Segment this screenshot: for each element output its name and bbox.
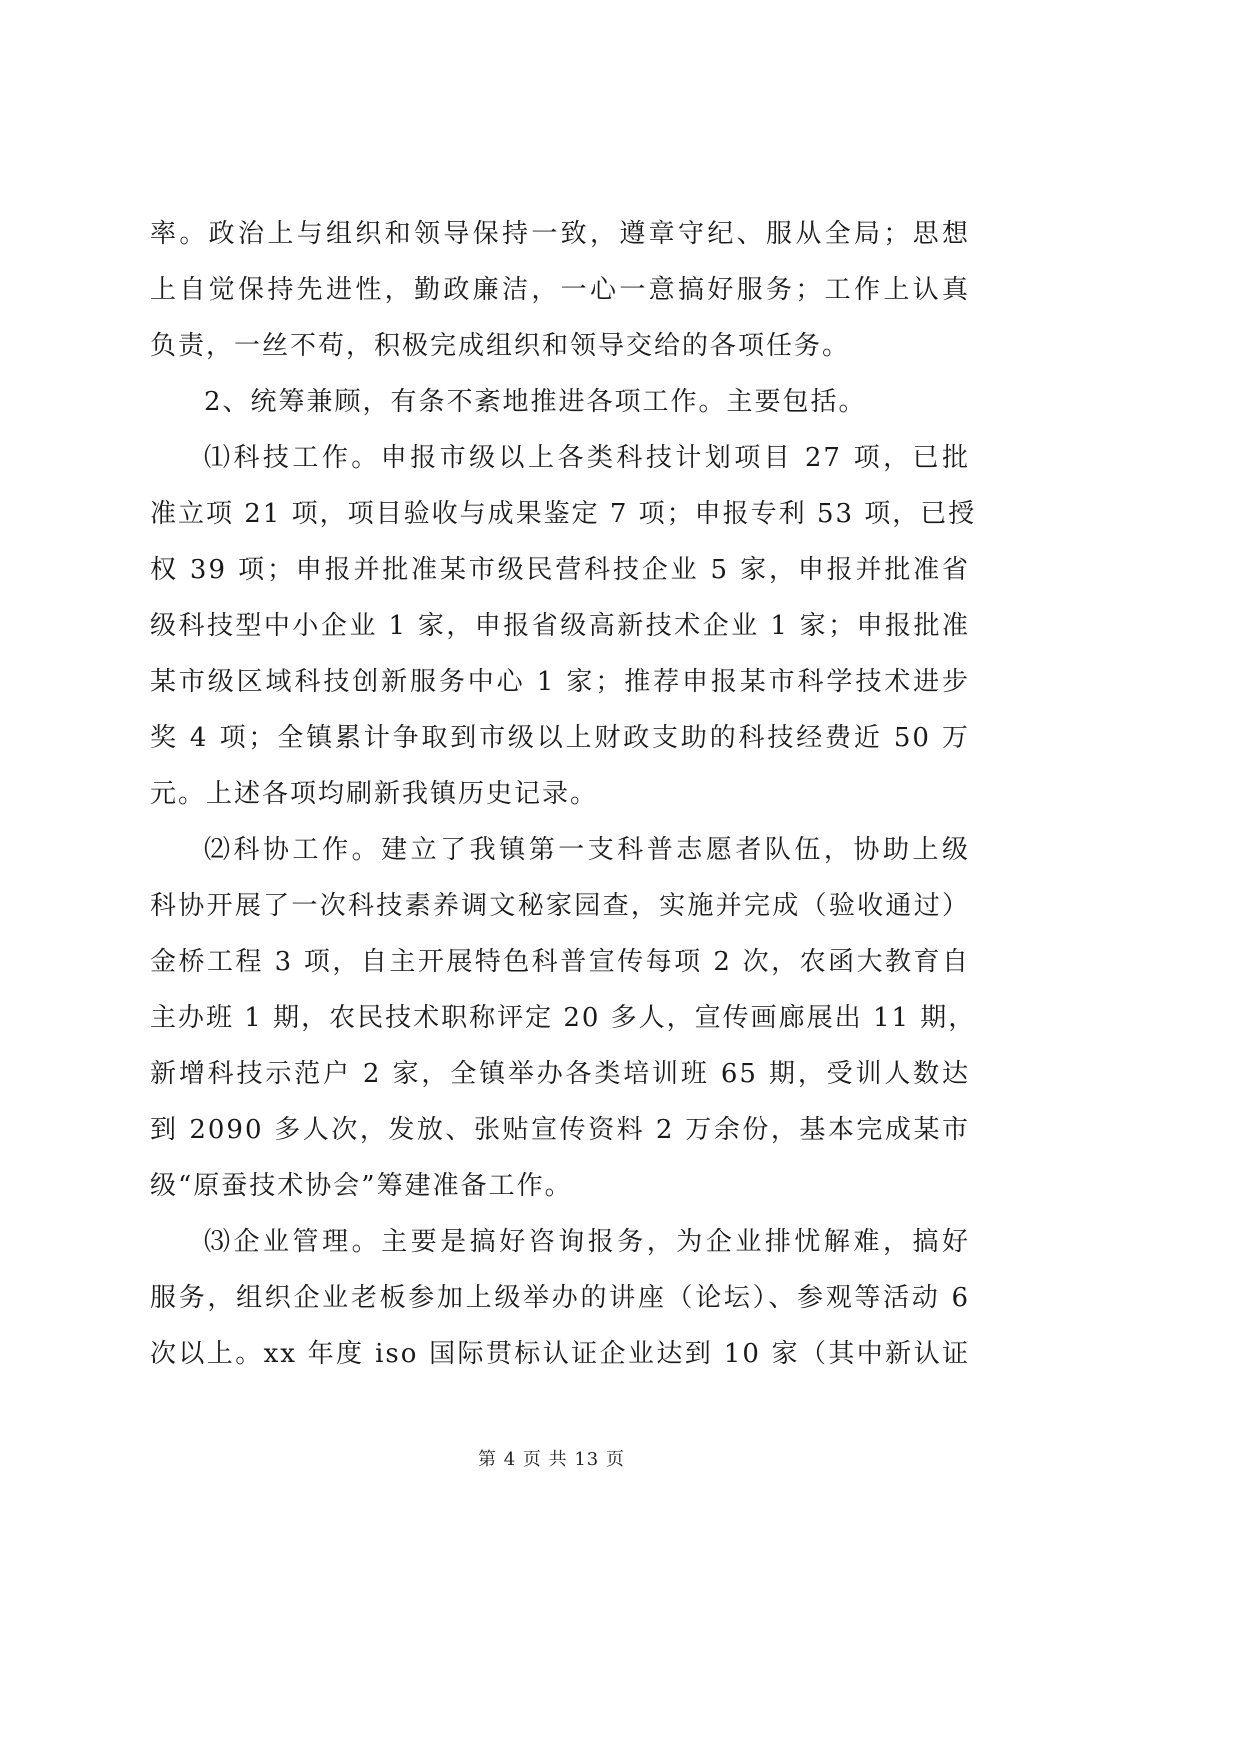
text-line: ⑴科技工作。申报市级以上各类科技计划项目 27 项，已批	[204, 443, 970, 473]
text-line: 2、统筹兼顾，有条不紊地推进各项工作。主要包括。	[204, 387, 867, 417]
text-line: 新增科技示范户 2 家，全镇举办各类培训班 65 期，受训人数达	[150, 1059, 970, 1089]
text-line: 主办班 1 期，农民技术职称评定 20 多人，宣传画廊展出 11 期，	[150, 1003, 977, 1033]
text-line: 元。上述各项均刷新我镇历史记录。	[150, 779, 599, 809]
text-line: 准立项 21 项，项目验收与成果鉴定 7 项；申报专利 53 项，已授	[150, 499, 977, 529]
text-line: 某市级区域科技创新服务中心 1 家；推荐申报某市科学技术进步	[150, 667, 970, 697]
text-line: 次以上。xx 年度 iso 国际贯标认证企业达到 10 家（其中新认证	[150, 1339, 970, 1369]
text-line: 负责，一丝不苟，积极完成组织和领导交给的各项任务。	[150, 331, 851, 361]
text-line: 科协开展了一次科技素养调文秘家园查，实施并完成（验收通过）	[150, 891, 970, 921]
text-line: ⑶企业管理。主要是搞好咨询报务，为企业排忧解难，搞好	[204, 1227, 970, 1257]
text-line: ⑵科协工作。建立了我镇第一支科普志愿者队伍，协助上级	[204, 835, 970, 865]
text-line: 服务，组织企业老板参加上级举办的讲座（论坛）、参观等活动 6	[150, 1283, 970, 1313]
text-line: 级科技型中小企业 1 家，申报省级高新技术企业 1 家；申报批准	[150, 611, 970, 641]
body-text	[150, 206, 977, 1382]
text-line: 率。政治上与组织和领导保持一致，遵章守纪、服从全局；思想	[150, 219, 970, 249]
text-line: 级“原蚕技术协会”筹建准备工作。	[150, 1171, 573, 1201]
text-line: 到 2090 多人次，发放、张贴宣传资料 2 万余份，基本完成某市	[150, 1115, 970, 1145]
page-footer: 第 4 页 共 13 页	[478, 1449, 625, 1470]
text-line: 金桥工程 3 项，自主开展特色科普宣传每项 2 次，农函大教育自	[150, 947, 970, 977]
text-line: 权 39 项；申报并批准某市级民营科技企业 5 家，申报并批准省	[150, 555, 970, 585]
text-line: 上自觉保持先进性，勤政廉洁，一心一意搞好服务；工作上认真	[150, 275, 970, 305]
text-line: 奖 4 项；全镇累计争取到市级以上财政支助的科技经费近 50 万	[150, 723, 970, 753]
